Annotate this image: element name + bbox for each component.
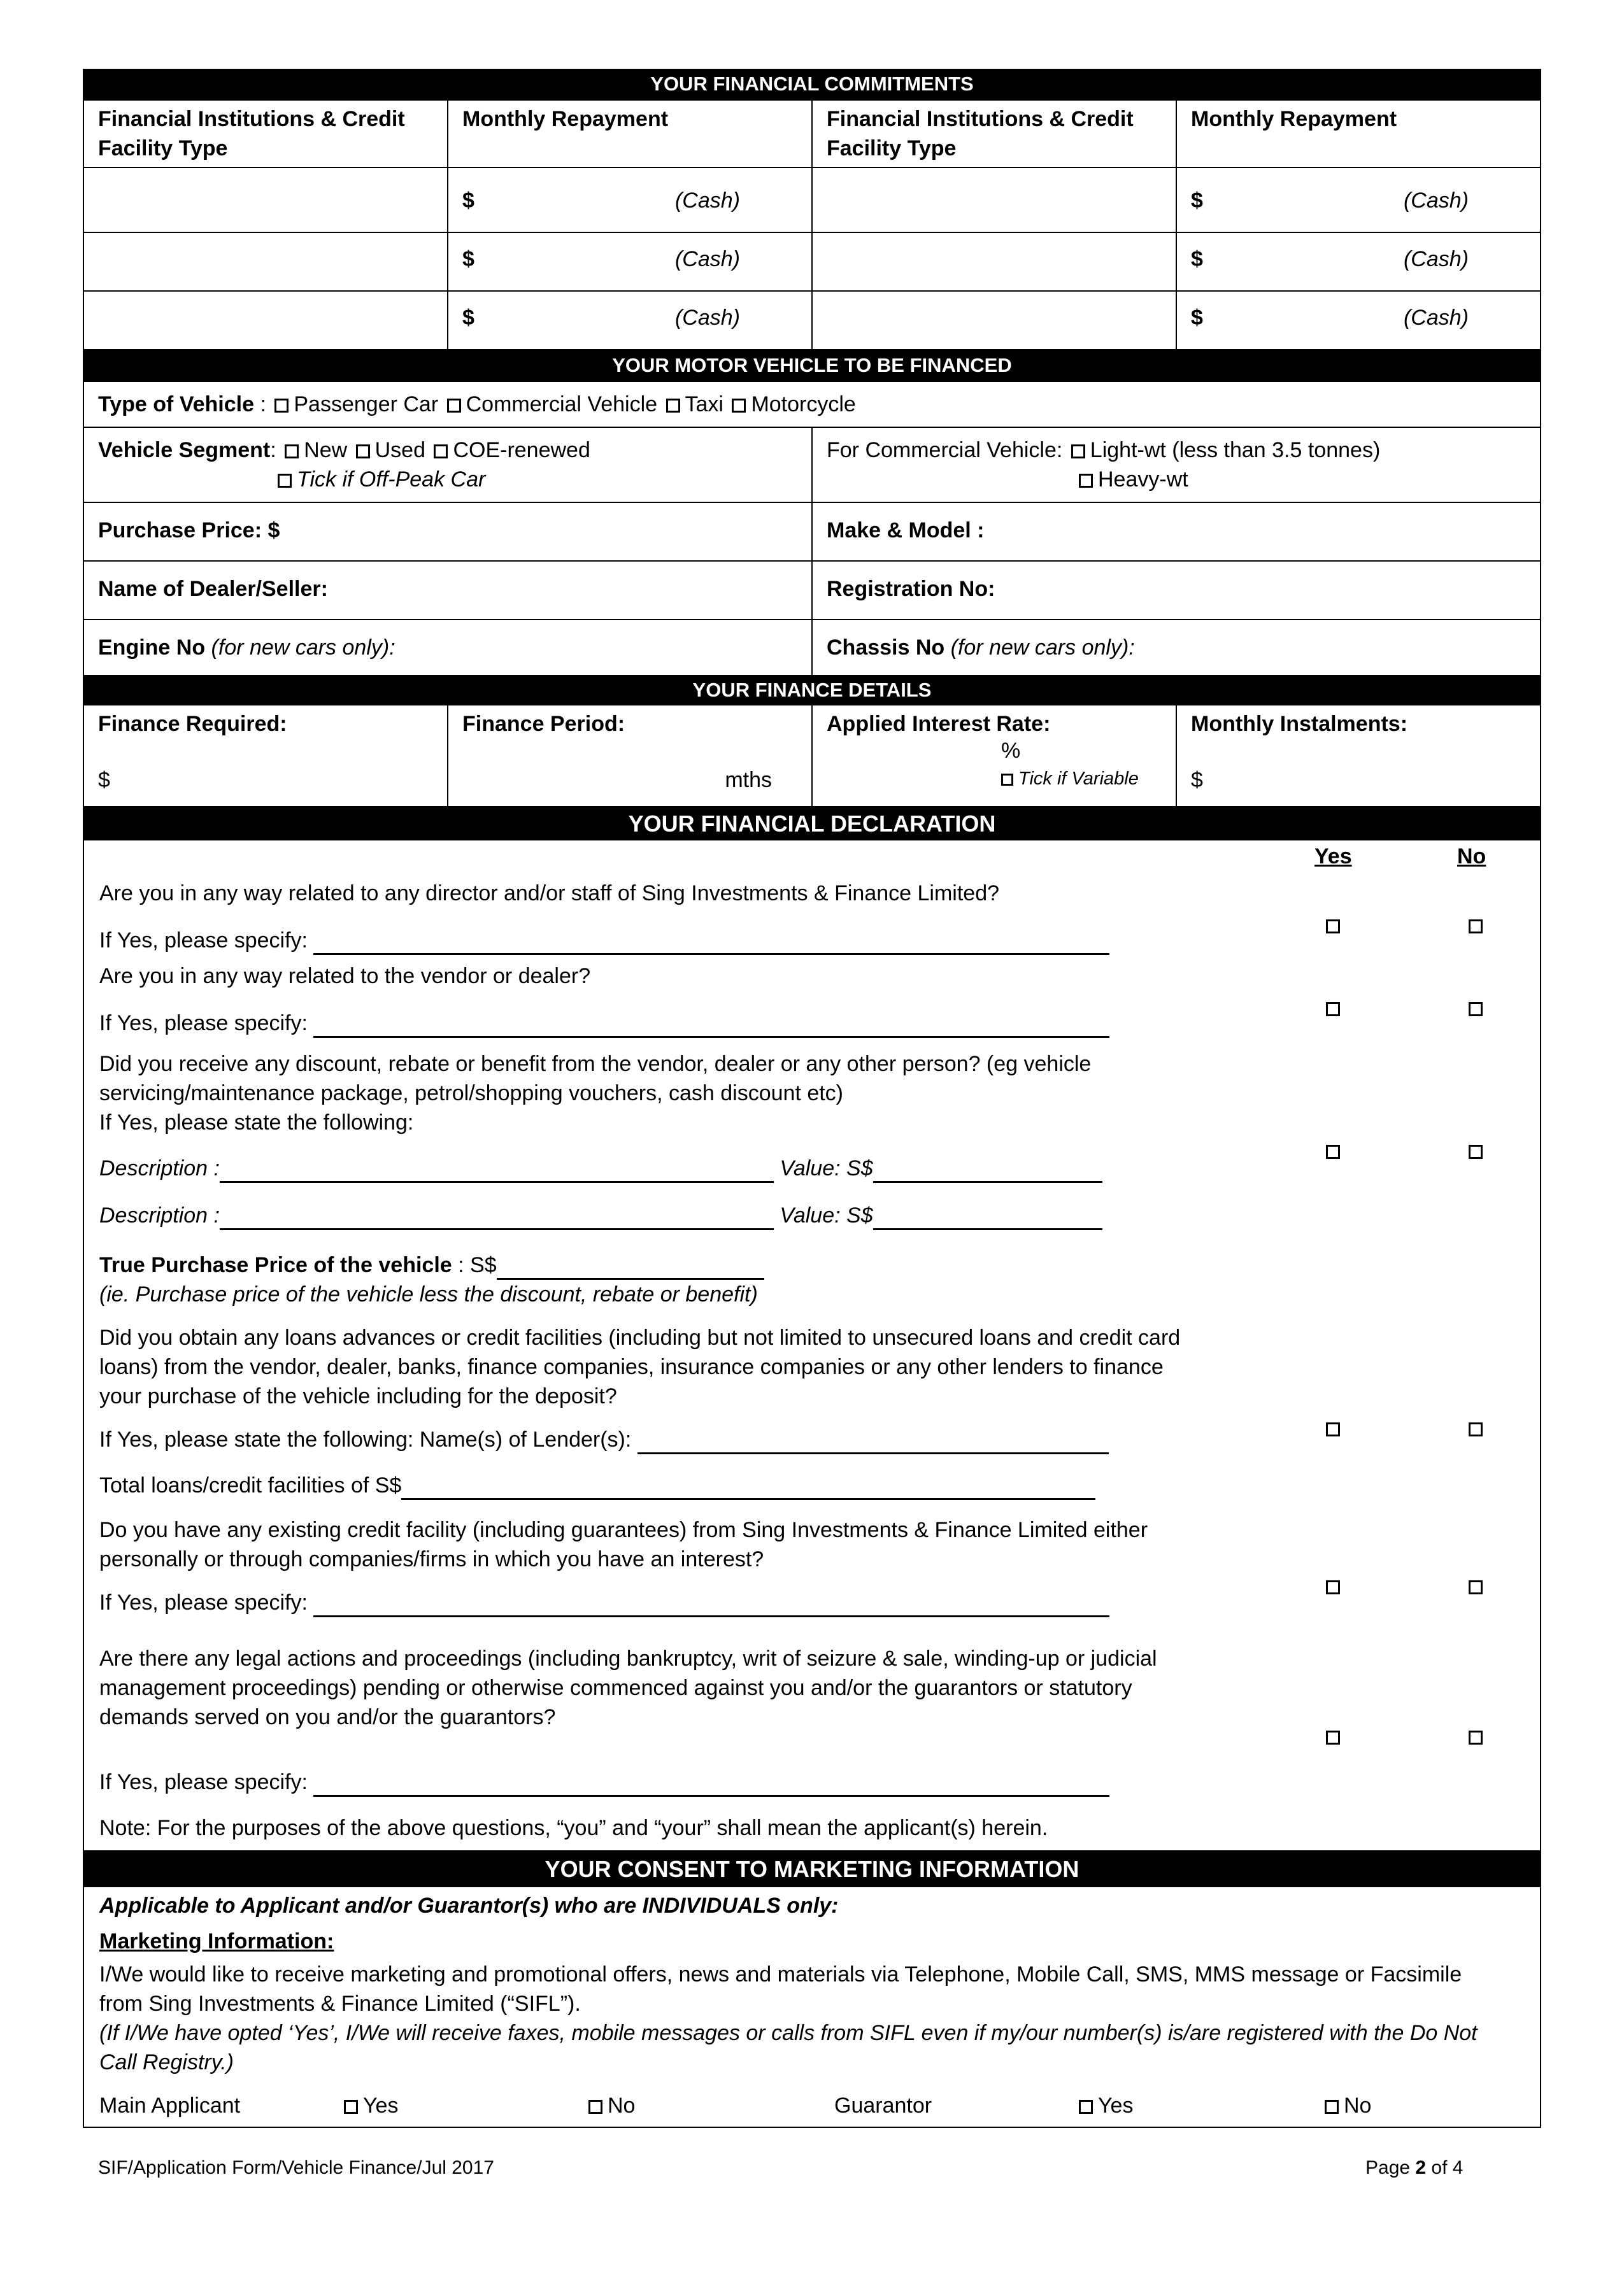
application-form-page [83,69,1541,2128]
question-loans-obtained: Did you obtain any loans advances or credit facilities (including but not limited to unsecured loans and credit card loans) from the vendor, dealer, banks, finance companies, insurance companies or any other lenders to finance your purchase of the vehicle including for the deposit? [99,1326,1181,1408]
question-existing-credit-facility: Do you have any existing credit facility (including guarantees) from Sing Investments & Finance Limited either personally or through companies/firms in which you have an interest? [99,1518,1148,1571]
finance-period-field[interactable]: Finance Period: mths [448,705,812,807]
question-related-to-vendor: Are you in any way related to the vendor or dealer? [99,964,591,988]
checkbox-used[interactable] [356,444,370,458]
repayment-input[interactable]: $ (Cash) [1176,232,1541,291]
checkbox-q6-yes[interactable] [1326,1731,1340,1745]
institution-input[interactable] [812,232,1176,291]
checkbox-q4-no[interactable] [1469,1422,1483,1436]
column-header-repayment: Monthly Repayment [448,100,812,167]
value-input[interactable] [873,1208,1102,1230]
repayment-input[interactable]: $ (Cash) [448,167,812,232]
section-header-finance-details: YOUR FINANCE DETAILS [83,676,1541,704]
checkbox-q1-no[interactable] [1469,919,1483,933]
main-applicant-label: Main Applicant [99,2094,241,2118]
financial-declaration-section: Yes No Are you in any way related to any director and/or staff of Sing Investments & Finance Limited? If Yes, please specify: Are you in any way related to the vendor or dealer? If Yes, please specify: Did you receive any discount, rebate or benefit from the vendor, dealer or any other person? (eg vehicle servicing/maintenance package, petrol/shopping vouchers, cash discount etc) If Yes, please state the following: Description : Value: S$ Description : Value: S$ True Purchase Price of the vehicle : S$ (ie. Purchase price of the vehicle less the discount, rebate or benefit) Did you obtain any loans advances or credit facilities (including but not limited to unsecured loans and credit card loans) from the vendor, dealer, banks, finance companies, insurance companies or any other lenders to finance your purchase of the vehicle including for the deposit? If Yes, please state the following: Name(s) of Lender(s): Total loans/credit facilities of S$ Do you have any existing credit facility (including guarantees) from Sing Investments & Finance Limited either personally or through companies/firms in which you have an interest? If Yes, please specify: Are there any legal actions and proceedings (including bankruptcy, writ of seizure & sale, winding-up or judicial management proceedings) pending or otherwise commenced against you and/or the guarantors or statutory demands served on you and/or the guarantors? If Yes, please specify: Note: For the purposes of the above questions, “you” and “your” shall mean the applicant(s) herein. [83,840,1541,1852]
table-row [83,232,1541,291]
repayment-input[interactable]: $ (Cash) [1176,291,1541,350]
checkbox-q5-no[interactable] [1469,1580,1483,1594]
table-row [83,167,1541,232]
repayment-input[interactable]: $ (Cash) [448,232,812,291]
value-input[interactable] [873,1161,1102,1183]
vehicle-type-row: Type of Vehicle : Passenger Car Commercial Vehicle Taxi Motorcycle [83,381,1541,427]
checkbox-off-peak[interactable] [278,474,292,488]
checkbox-applicant-yes[interactable] [344,2100,358,2114]
motor-vehicle-table [83,381,1541,676]
page-number: Page 2 of 4 [1365,2157,1464,2178]
description-input[interactable] [220,1161,774,1183]
checkbox-light-wt[interactable] [1071,444,1085,458]
checkbox-heavy-wt[interactable] [1079,474,1093,488]
commercial-vehicle-cell: For Commercial Vehicle: Light-wt (less than 3.5 tonnes) Heavy-wt [812,427,1541,502]
checkbox-passenger-car[interactable] [274,399,288,413]
question-discount-rebate: Did you receive any discount, rebate or benefit from the vendor, dealer or any other person? (eg vehicle servicing/maintenance package, petrol/shopping vouchers, cash discount etc) If Yes, please state the following: [99,1052,1092,1135]
guarantor-label: Guarantor [834,2094,932,2118]
interest-rate-field[interactable]: Applied Interest Rate: % Tick if Variable [812,705,1176,807]
checkbox-q5-yes[interactable] [1326,1580,1340,1594]
checkbox-q3-yes[interactable] [1326,1145,1340,1159]
true-price-note: (ie. Purchase price of the vehicle less the discount, rebate or benefit) [99,1282,758,1307]
institution-input[interactable] [83,232,448,291]
column-header-institution: Financial Institutions & Credit Facility Type [83,100,448,167]
true-purchase-price-input[interactable] [497,1258,764,1280]
section-header-marketing-consent: YOUR CONSENT TO MARKETING INFORMATION [83,1852,1541,1887]
declaration-note: Note: For the purposes of the above questions, “you” and “your” shall mean the applicant(s) herein. [99,1816,1048,1840]
marketing-consent-text: I/We would like to receive marketing and promotional offers, news and materials via Telephone, Mobile Call, SMS, MMS message or Facsimile from Sing Investments & Finance Limited (“SIFL”). (If I/We have opted ‘Yes’, I/We will receive faxes, mobile messages or calls from SIFL even if my/our number(s) is/are registered with the Do Not Call Registry.) [99,1962,1478,2074]
q1-specify-input[interactable] [313,933,1109,955]
chassis-no-field[interactable]: Chassis No (for new cars only): [812,620,1541,676]
checkbox-q2-yes[interactable] [1326,1002,1340,1016]
section-header-motor-vehicle: YOUR MOTOR VEHICLE TO BE FINANCED [83,350,1541,381]
total-loans-input[interactable] [401,1478,1095,1500]
section-header-financial-commitments: YOUR FINANCIAL COMMITMENTS [83,69,1541,99]
institution-input[interactable] [812,291,1176,350]
marketing-consent-section: Applicable to Applicant and/or Guarantor(s) who are INDIVIDUALS only: Marketing Information: I/We would like to receive marketing and promotional offers, news and materials via Telephone, Mobile Call, SMS, MMS message or Facsimile from Sing Investments & Finance Limited (“SIFL”). (If I/We have opted ‘Yes’, I/We will receive faxes, mobile messages or calls from SIFL even if my/our number(s) is/are registered with the Do Not Call Registry.) Main Applicant Yes No Guarantor Yes No [83,1887,1541,2128]
section-header-financial-declaration: YOUR FINANCIAL DECLARATION [83,807,1541,840]
q5-specify-input[interactable] [313,1595,1109,1617]
no-column-header: No [1457,844,1486,868]
institution-input[interactable] [83,167,448,232]
repayment-input[interactable]: $ (Cash) [1176,167,1541,232]
applicable-note: Applicable to Applicant and/or Guarantor(s) who are INDIVIDUALS only: [99,1894,839,1918]
institution-input[interactable] [812,167,1176,232]
finance-required-field[interactable]: Finance Required: $ [83,705,448,807]
checkbox-new[interactable] [285,444,299,458]
checkbox-guarantor-no[interactable] [1325,2100,1339,2114]
marketing-information-heading: Marketing Information: [99,1929,334,1953]
q2-specify-input[interactable] [313,1016,1109,1038]
description-input[interactable] [220,1208,774,1230]
finance-details-table [83,704,1541,807]
table-row [83,291,1541,350]
vehicle-segment-cell: Vehicle Segment: New Used COE-renewed Tick if Off-Peak Car [83,427,812,502]
make-model-field[interactable]: Make & Model : [812,502,1541,561]
question-related-to-director: Are you in any way related to any director and/or staff of Sing Investments & Finance Limited? [99,881,1000,905]
document-reference: SIF/Application Form/Vehicle Finance/Jul 2017 [98,2157,494,2178]
checkbox-commercial-vehicle[interactable] [447,399,461,413]
yes-column-header: Yes [1314,844,1352,868]
checkbox-motorcycle[interactable] [732,399,746,413]
checkbox-coe-renewed[interactable] [434,444,448,458]
checkbox-taxi[interactable] [666,399,680,413]
lenders-input[interactable] [637,1432,1109,1454]
monthly-instalments-field[interactable]: Monthly Instalments: $ [1176,705,1541,807]
registration-no-field[interactable]: Registration No: [812,561,1541,620]
checkbox-q2-no[interactable] [1469,1002,1483,1016]
column-header-repayment: Monthly Repayment [1176,100,1541,167]
repayment-input[interactable]: $ (Cash) [448,291,812,350]
checkbox-q1-yes[interactable] [1326,919,1340,933]
checkbox-guarantor-yes[interactable] [1079,2100,1093,2114]
checkbox-q3-no[interactable] [1469,1145,1483,1159]
checkbox-q4-yes[interactable] [1326,1422,1340,1436]
institution-input[interactable] [83,291,448,350]
column-header-institution: Financial Institutions & Credit Facility Type [812,100,1176,167]
purchase-price-field[interactable]: Purchase Price: $ [83,502,812,561]
engine-no-field[interactable]: Engine No (for new cars only): [83,620,812,676]
q6-specify-input[interactable] [313,1775,1109,1797]
checkbox-applicant-no[interactable] [588,2100,602,2114]
question-legal-actions: Are there any legal actions and proceedings (including bankruptcy, writ of seizure & sale, winding-up or judicial management proceedings) pending or otherwise commenced against you and/or the guarantors or statutory demands served on you and/or the guarantors? [99,1647,1157,1729]
financial-commitments-table [83,99,1541,350]
checkbox-q6-no[interactable] [1469,1731,1483,1745]
checkbox-variable-rate[interactable] [1001,774,1013,786]
dealer-name-field[interactable]: Name of Dealer/Seller: [83,561,812,620]
